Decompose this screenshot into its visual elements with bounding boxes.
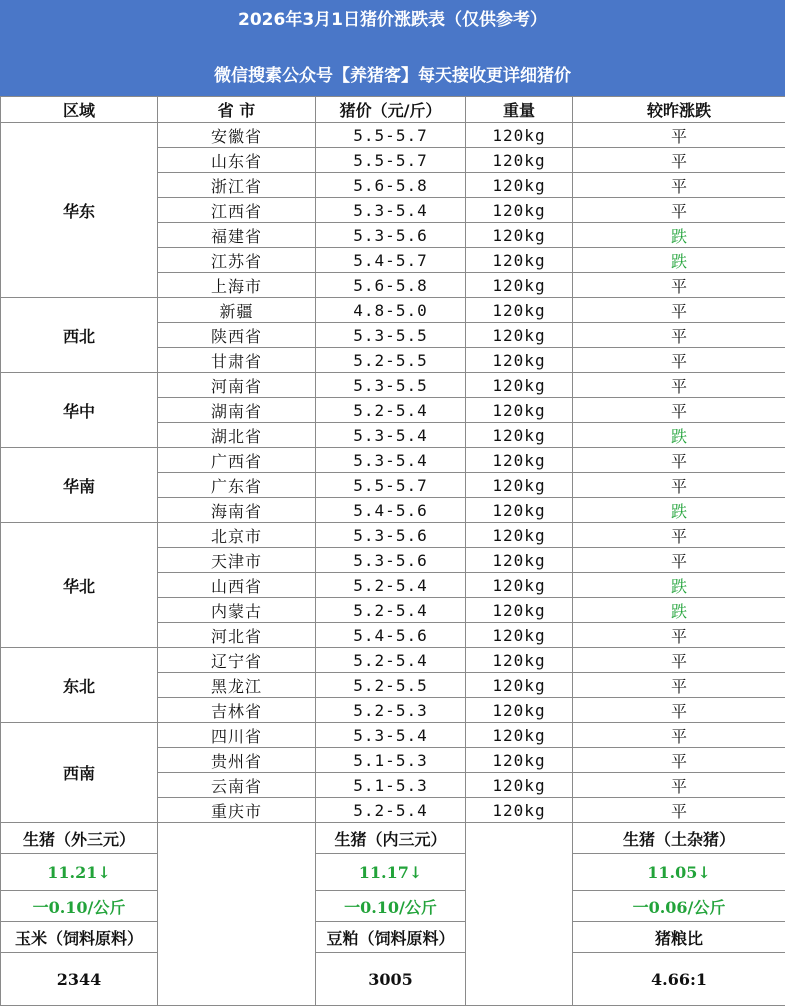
weight-cell: 120kg <box>466 648 573 673</box>
province-cell: 重庆市 <box>158 798 316 823</box>
province-cell: 黑龙江 <box>158 673 316 698</box>
province-cell: 海南省 <box>158 498 316 523</box>
province-cell: 辽宁省 <box>158 648 316 673</box>
price-cell: 5.3-5.4 <box>316 423 466 448</box>
change-cell: 平 <box>573 648 785 673</box>
province-cell: 四川省 <box>158 723 316 748</box>
province-cell: 天津市 <box>158 548 316 573</box>
price-cell: 5.3-5.6 <box>316 523 466 548</box>
col-header-change: 较昨涨跌 <box>573 97 785 123</box>
weight-cell: 120kg <box>466 173 573 198</box>
waisanyuan-price: 11.21↓ <box>1 854 158 891</box>
region-cell: 华中 <box>1 373 158 448</box>
col-header-weight: 重量 <box>466 97 573 123</box>
weight-cell: 120kg <box>466 298 573 323</box>
change-cell: 平 <box>573 123 785 148</box>
change-cell: 平 <box>573 398 785 423</box>
table-row <box>1 648 785 673</box>
price-cell: 5.2-5.5 <box>316 348 466 373</box>
weight-cell: 120kg <box>466 273 573 298</box>
region-cell: 西南 <box>1 723 158 823</box>
province-cell: 河南省 <box>158 373 316 398</box>
summary-spacer <box>466 823 573 1006</box>
price-cell: 5.2-5.4 <box>316 598 466 623</box>
price-cell: 5.2-5.3 <box>316 698 466 723</box>
weight-cell: 120kg <box>466 323 573 348</box>
neisanyuan-change: 一0.10/公斤 <box>316 891 466 922</box>
corn-value: 2344 <box>1 953 158 1006</box>
table-header-row <box>1 97 785 123</box>
province-cell: 陕西省 <box>158 323 316 348</box>
province-cell: 甘肃省 <box>158 348 316 373</box>
price-cell: 5.5-5.7 <box>316 148 466 173</box>
weight-cell: 120kg <box>466 698 573 723</box>
table-row <box>1 523 785 548</box>
change-cell: 跌 <box>573 573 785 598</box>
table-row <box>1 123 785 148</box>
province-cell: 广西省 <box>158 448 316 473</box>
change-cell: 平 <box>573 348 785 373</box>
province-cell: 广东省 <box>158 473 316 498</box>
province-cell: 山西省 <box>158 573 316 598</box>
waisanyuan-change: 一0.10/公斤 <box>1 891 158 922</box>
weight-cell: 120kg <box>466 748 573 773</box>
soymeal-value: 3005 <box>316 953 466 1006</box>
change-cell: 平 <box>573 673 785 698</box>
province-cell: 福建省 <box>158 223 316 248</box>
col-header-price: 猪价（元/斤） <box>316 97 466 123</box>
weight-cell: 120kg <box>466 498 573 523</box>
change-cell: 平 <box>573 473 785 498</box>
weight-cell: 120kg <box>466 373 573 398</box>
tuzazhu-change: 一0.06/公斤 <box>573 891 785 922</box>
weight-cell: 120kg <box>466 123 573 148</box>
weight-cell: 120kg <box>466 423 573 448</box>
change-cell: 平 <box>573 623 785 648</box>
price-cell: 5.4-5.6 <box>316 623 466 648</box>
weight-cell: 120kg <box>466 398 573 423</box>
province-cell: 湖南省 <box>158 398 316 423</box>
change-cell: 平 <box>573 323 785 348</box>
neisanyuan-price: 11.17↓ <box>316 854 466 891</box>
price-cell: 5.3-5.4 <box>316 723 466 748</box>
weight-cell: 120kg <box>466 773 573 798</box>
change-cell: 平 <box>573 373 785 398</box>
price-cell: 5.3-5.4 <box>316 198 466 223</box>
price-cell: 5.3-5.6 <box>316 548 466 573</box>
price-cell: 5.6-5.8 <box>316 273 466 298</box>
price-cell: 5.2-5.4 <box>316 398 466 423</box>
change-cell: 跌 <box>573 223 785 248</box>
ratio-value: 4.66:1 <box>573 953 785 1006</box>
change-cell: 平 <box>573 198 785 223</box>
province-cell: 新疆 <box>158 298 316 323</box>
change-cell: 平 <box>573 173 785 198</box>
price-cell: 5.3-5.5 <box>316 323 466 348</box>
weight-cell: 120kg <box>466 248 573 273</box>
weight-cell: 120kg <box>466 348 573 373</box>
province-cell: 浙江省 <box>158 173 316 198</box>
province-cell: 湖北省 <box>158 423 316 448</box>
change-cell: 跌 <box>573 598 785 623</box>
tuzazhu-price: 11.05↓ <box>573 854 785 891</box>
ratio-label: 猪粮比 <box>573 922 785 953</box>
weight-cell: 120kg <box>466 623 573 648</box>
weight-cell: 120kg <box>466 473 573 498</box>
page-title: 2026年3月1日猪价涨跌表（仅供参考） <box>238 10 547 30</box>
change-cell: 平 <box>573 523 785 548</box>
table-row <box>1 723 785 748</box>
weight-cell: 120kg <box>466 723 573 748</box>
price-cell: 4.8-5.0 <box>316 298 466 323</box>
price-cell: 5.5-5.7 <box>316 473 466 498</box>
price-cell: 5.2-5.4 <box>316 798 466 823</box>
soymeal-label: 豆粕（饲料原料） <box>316 922 466 953</box>
province-cell: 贵州省 <box>158 748 316 773</box>
region-cell: 东北 <box>1 648 158 723</box>
weight-cell: 120kg <box>466 798 573 823</box>
price-cell: 5.2-5.4 <box>316 573 466 598</box>
change-cell: 平 <box>573 723 785 748</box>
weight-cell: 120kg <box>466 148 573 173</box>
price-cell: 5.4-5.6 <box>316 498 466 523</box>
weight-cell: 120kg <box>466 673 573 698</box>
region-cell: 华东 <box>1 123 158 298</box>
change-cell: 平 <box>573 273 785 298</box>
price-cell: 5.2-5.5 <box>316 673 466 698</box>
change-cell: 平 <box>573 448 785 473</box>
col-header-province: 省 市 <box>158 97 316 123</box>
neisanyuan-label: 生猪（内三元） <box>316 823 466 854</box>
summary-spacer <box>158 823 316 1006</box>
price-cell: 5.3-5.5 <box>316 373 466 398</box>
province-cell: 吉林省 <box>158 698 316 723</box>
weight-cell: 120kg <box>466 548 573 573</box>
tuzazhu-label: 生猪（土杂猪） <box>573 823 785 854</box>
region-cell: 华南 <box>1 448 158 523</box>
change-cell: 平 <box>573 773 785 798</box>
change-cell: 平 <box>573 298 785 323</box>
price-table-body <box>1 123 785 823</box>
region-cell: 西北 <box>1 298 158 373</box>
price-cell: 5.1-5.3 <box>316 773 466 798</box>
table-row <box>1 448 785 473</box>
weight-cell: 120kg <box>466 223 573 248</box>
province-cell: 山东省 <box>158 148 316 173</box>
page-subtitle: 微信搜素公众号【养猪客】每天接收更详细猪价 <box>214 66 571 86</box>
change-cell: 跌 <box>573 423 785 448</box>
change-cell: 跌 <box>573 498 785 523</box>
weight-cell: 120kg <box>466 598 573 623</box>
price-table <box>0 96 785 1006</box>
table-row <box>1 298 785 323</box>
weight-cell: 120kg <box>466 448 573 473</box>
table-row <box>1 373 785 398</box>
title-banner <box>0 0 785 96</box>
province-cell: 云南省 <box>158 773 316 798</box>
change-cell: 平 <box>573 148 785 173</box>
province-cell: 上海市 <box>158 273 316 298</box>
price-cell: 5.1-5.3 <box>316 748 466 773</box>
province-cell: 河北省 <box>158 623 316 648</box>
province-cell: 江苏省 <box>158 248 316 273</box>
change-cell: 平 <box>573 698 785 723</box>
weight-cell: 120kg <box>466 573 573 598</box>
summary-section <box>1 823 785 1006</box>
price-cell: 5.3-5.6 <box>316 223 466 248</box>
price-cell: 5.4-5.7 <box>316 248 466 273</box>
province-cell: 内蒙古 <box>158 598 316 623</box>
change-cell: 跌 <box>573 248 785 273</box>
change-cell: 平 <box>573 798 785 823</box>
corn-label: 玉米（饲料原料） <box>1 922 158 953</box>
weight-cell: 120kg <box>466 523 573 548</box>
province-cell: 江西省 <box>158 198 316 223</box>
weight-cell: 120kg <box>466 198 573 223</box>
price-cell: 5.3-5.4 <box>316 448 466 473</box>
change-cell: 平 <box>573 548 785 573</box>
province-cell: 安徽省 <box>158 123 316 148</box>
price-cell: 5.2-5.4 <box>316 648 466 673</box>
province-cell: 北京市 <box>158 523 316 548</box>
price-cell: 5.5-5.7 <box>316 123 466 148</box>
price-cell: 5.6-5.8 <box>316 173 466 198</box>
change-cell: 平 <box>573 748 785 773</box>
waisanyuan-label: 生猪（外三元） <box>1 823 158 854</box>
region-cell: 华北 <box>1 523 158 648</box>
col-header-region: 区域 <box>1 97 158 123</box>
